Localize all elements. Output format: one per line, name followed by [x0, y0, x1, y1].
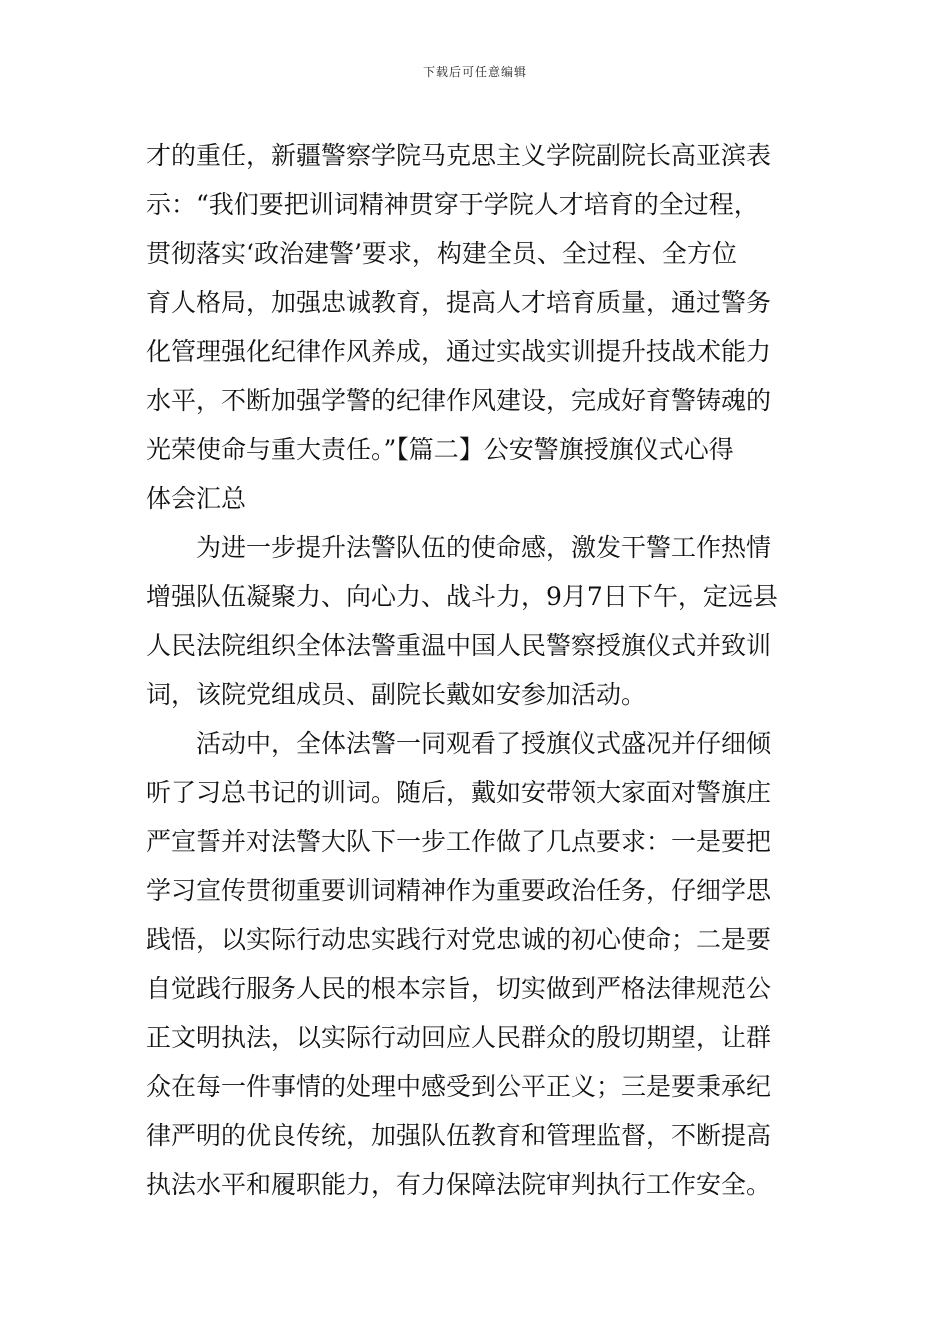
text-line: 自觉践行服务人民的根本宗旨，切实做到严格法律规范公	[146, 974, 772, 1003]
text-line: 化管理强化纪律作风养成，通过实战实训提升技战术能力	[146, 337, 772, 366]
text-line: 体会汇总	[146, 484, 247, 513]
text-line: 活动中，全体法警一同观看了授旗仪式盛况并仔细倾	[146, 729, 772, 758]
text-line: 律严明的优良传统，加强队伍教育和管理监督，不断提高	[146, 1121, 772, 1150]
text-line: 严宣誓并对法警大队下一步工作做了几点要求：一是要把	[146, 827, 772, 856]
text-line: 光荣使命与重大责任。”【篇二】公安警旗授旗仪式心得	[146, 435, 734, 464]
text-line: 水平，不断加强学警的纪律作风建设，完成好育警铸魂的	[146, 386, 772, 415]
text-line: 执法水平和履职能力，有力保障法院审判执行工作安全。	[146, 1170, 772, 1199]
text-line: 育人格局，加强忠诚教育，提高人才培育质量，通过警务	[146, 288, 772, 317]
text-line: 为进一步提升法警队伍的使命感，激发干警工作热情	[146, 533, 772, 562]
text-line: 听了习总书记的训词。随后，戴如安带领大家面对警旗庄	[146, 778, 772, 807]
text-line: 词，该院党组成员、副院长戴如安参加活动。	[146, 680, 647, 709]
text-line: 众在每一件事情的处理中感受到公平正义；三是要秉承纪	[146, 1072, 772, 1101]
text-line: 示：“我们要把训词精神贯穿于学院人才培育的全过程，	[146, 190, 759, 219]
text-line: 增强队伍凝聚力、向心力、战斗力，9月7日下午，定远县	[146, 582, 778, 611]
text-line: 才的重任，新疆警察学院马克思主义学院副院长高亚滨表	[146, 141, 772, 170]
text-line: 贯彻落实‘政治建警’要求，构建全员、全过程、全方位	[146, 239, 737, 268]
document-body	[146, 131, 810, 1209]
text-line: 正文明执法，以实际行动回应人民群众的殷切期望，让群	[146, 1023, 772, 1052]
page-header: 下载后可任意编辑	[422, 65, 527, 79]
text-line: 人民法院组织全体法警重温中国人民警察授旗仪式并致训	[146, 631, 772, 660]
text-line: 学习宣传贯彻重要训词精神作为重要政治任务，仔细学思	[146, 876, 772, 905]
text-line: 践悟，以实际行动忠实践行对党忠诚的初心使命；二是要	[146, 925, 772, 954]
